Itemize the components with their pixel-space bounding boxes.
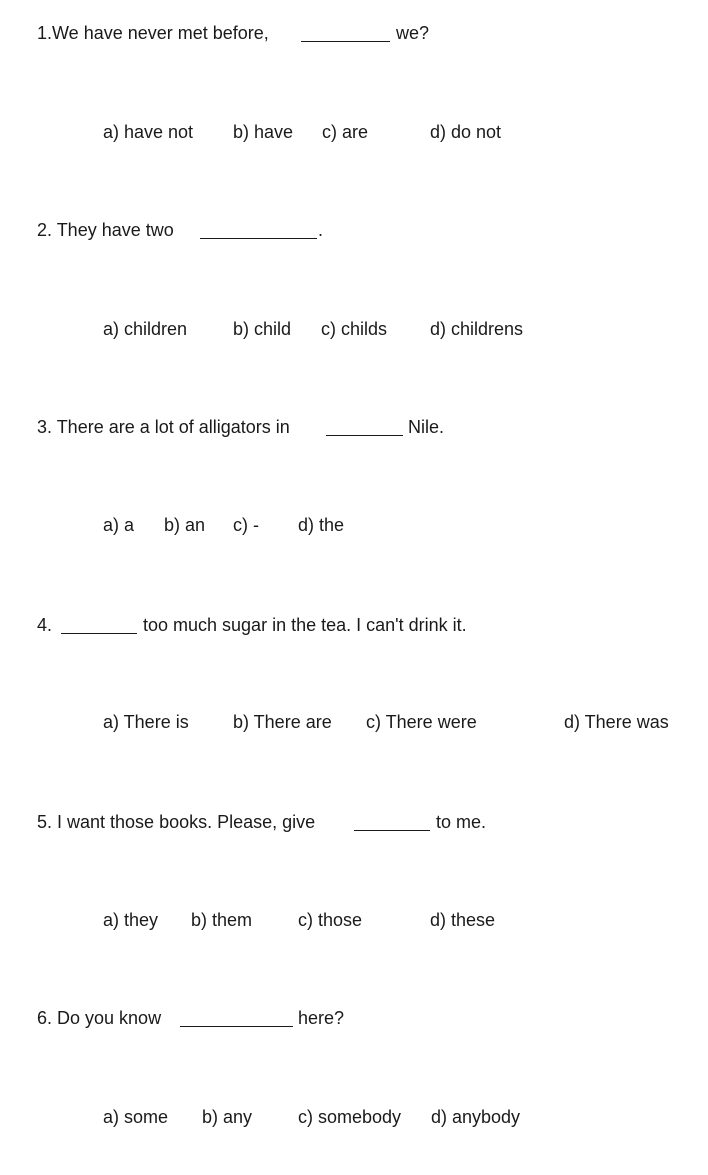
question-1-option-b: b) have xyxy=(233,122,294,142)
question-6-option-a: a) some xyxy=(103,1107,169,1127)
question-2-option-b: b) child xyxy=(233,319,292,339)
answer-blank-6 xyxy=(180,1026,293,1027)
question-2-option-a: a) children xyxy=(103,319,188,339)
question-1-stem-start: 1.We have never met before, xyxy=(37,23,269,43)
answer-blank-4 xyxy=(61,633,137,634)
answer-blank-1 xyxy=(301,41,390,42)
question-6-stem-end: here? xyxy=(298,1008,345,1028)
question-5-stem-end: to me. xyxy=(436,812,487,832)
question-6-option-b: b) any xyxy=(202,1107,253,1127)
question-5-option-b: b) them xyxy=(191,910,253,930)
question-4-option-d: d) There was xyxy=(564,712,669,732)
answer-blank-3 xyxy=(326,435,403,436)
question-6-option-c: c) somebody xyxy=(298,1107,402,1127)
question-4-stem-start: 4. xyxy=(37,615,53,635)
question-3-option-d: d) the xyxy=(298,515,345,535)
question-2-option-d: d) childrens xyxy=(430,319,524,339)
question-3-stem-start: 3. There are a lot of alligators in xyxy=(37,417,290,437)
question-6-option-d: d) anybody xyxy=(431,1107,521,1127)
question-5-option-d: d) these xyxy=(430,910,496,930)
question-4-option-b: b) There are xyxy=(233,712,332,732)
answer-blank-2 xyxy=(200,238,317,239)
question-1-stem-end: we? xyxy=(396,23,430,43)
question-1-option-d: d) do not xyxy=(430,122,502,142)
question-5-option-c: c) those xyxy=(298,910,363,930)
question-2-stem-start: 2. They have two xyxy=(37,220,174,240)
question-4-option-a: a) There is xyxy=(103,712,189,732)
question-1-option-c: c) are xyxy=(322,122,369,142)
question-4-option-c: c) There were xyxy=(366,712,477,732)
question-2-option-c: c) childs xyxy=(321,319,388,339)
question-3-option-a: a) a xyxy=(103,515,135,535)
question-5-option-a: a) they xyxy=(103,910,159,930)
question-3-stem-end: Nile. xyxy=(408,417,445,437)
question-5-stem-start: 5. I want those books. Please, give xyxy=(37,812,316,832)
question-6-stem-start: 6. Do you know xyxy=(37,1008,162,1028)
question-3-option-b: b) an xyxy=(164,515,206,535)
answer-blank-5 xyxy=(354,830,430,831)
question-4-stem-end: too much sugar in the tea. I can't drink it. xyxy=(143,615,467,635)
question-3-option-c: c) - xyxy=(233,515,259,535)
question-2-stem-end: . xyxy=(318,220,324,240)
question-1-option-a: a) have not xyxy=(103,122,194,142)
